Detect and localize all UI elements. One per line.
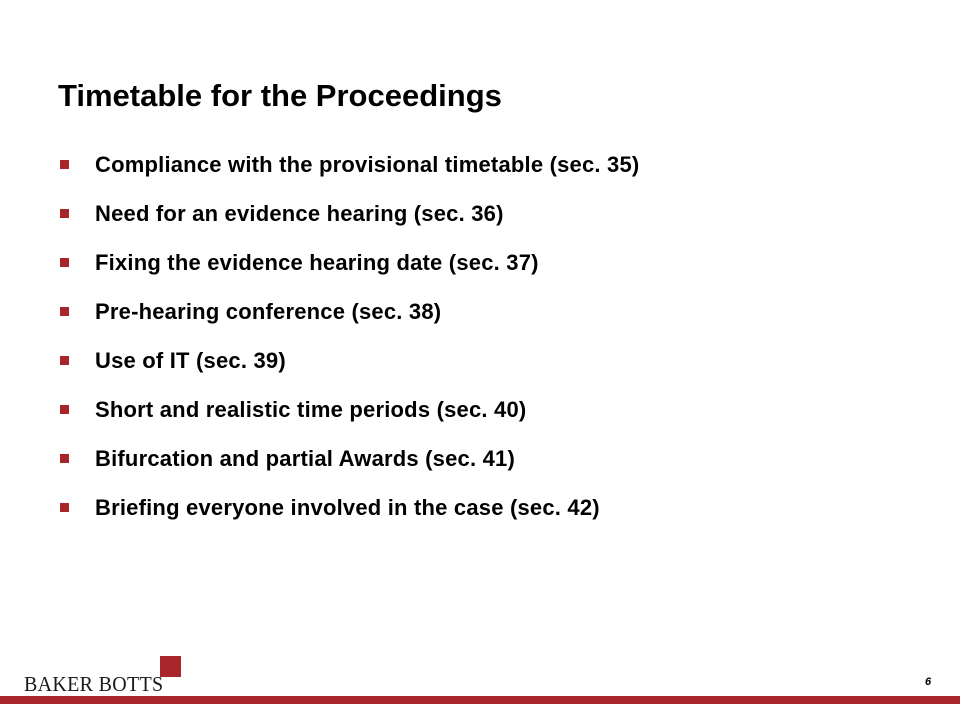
square-bullet-icon [60,307,69,316]
bullet-item [60,434,639,483]
company-logo: BAKER BOTTS [24,673,164,697]
slide-title: Timetable for the Proceedings [58,78,502,113]
square-bullet-icon [60,503,69,512]
square-bullet-icon [60,258,69,267]
footer-bar [0,696,960,704]
square-bullet-icon [60,209,69,218]
bullet-text: Short and realistic time periods (sec. 40) [95,396,527,422]
bullet-item [60,483,639,532]
bullet-item [60,238,639,287]
bullet-text: Briefing everyone involved in the case (sec. 42) [95,494,600,520]
bullet-item [60,287,639,336]
bullet-text: Use of IT (sec. 39) [95,347,286,373]
page-number: 6 [925,676,932,688]
bullet-list [60,140,639,532]
bullet-item [60,336,639,385]
square-bullet-icon [60,454,69,463]
bullet-text: Fixing the evidence hearing date (sec. 37) [95,249,539,275]
bullet-item [60,140,639,189]
bullet-text: Pre-hearing conference (sec. 38) [95,298,442,324]
bullet-text: Compliance with the provisional timetable (sec. 35) [95,151,640,177]
bullet-text: Bifurcation and partial Awards (sec. 41) [95,445,516,471]
square-bullet-icon [60,160,69,169]
bullet-item [60,385,639,434]
bullet-item [60,189,639,238]
bullet-text: Need for an evidence hearing (sec. 36) [95,200,504,226]
square-bullet-icon [60,356,69,365]
square-bullet-icon [60,405,69,414]
